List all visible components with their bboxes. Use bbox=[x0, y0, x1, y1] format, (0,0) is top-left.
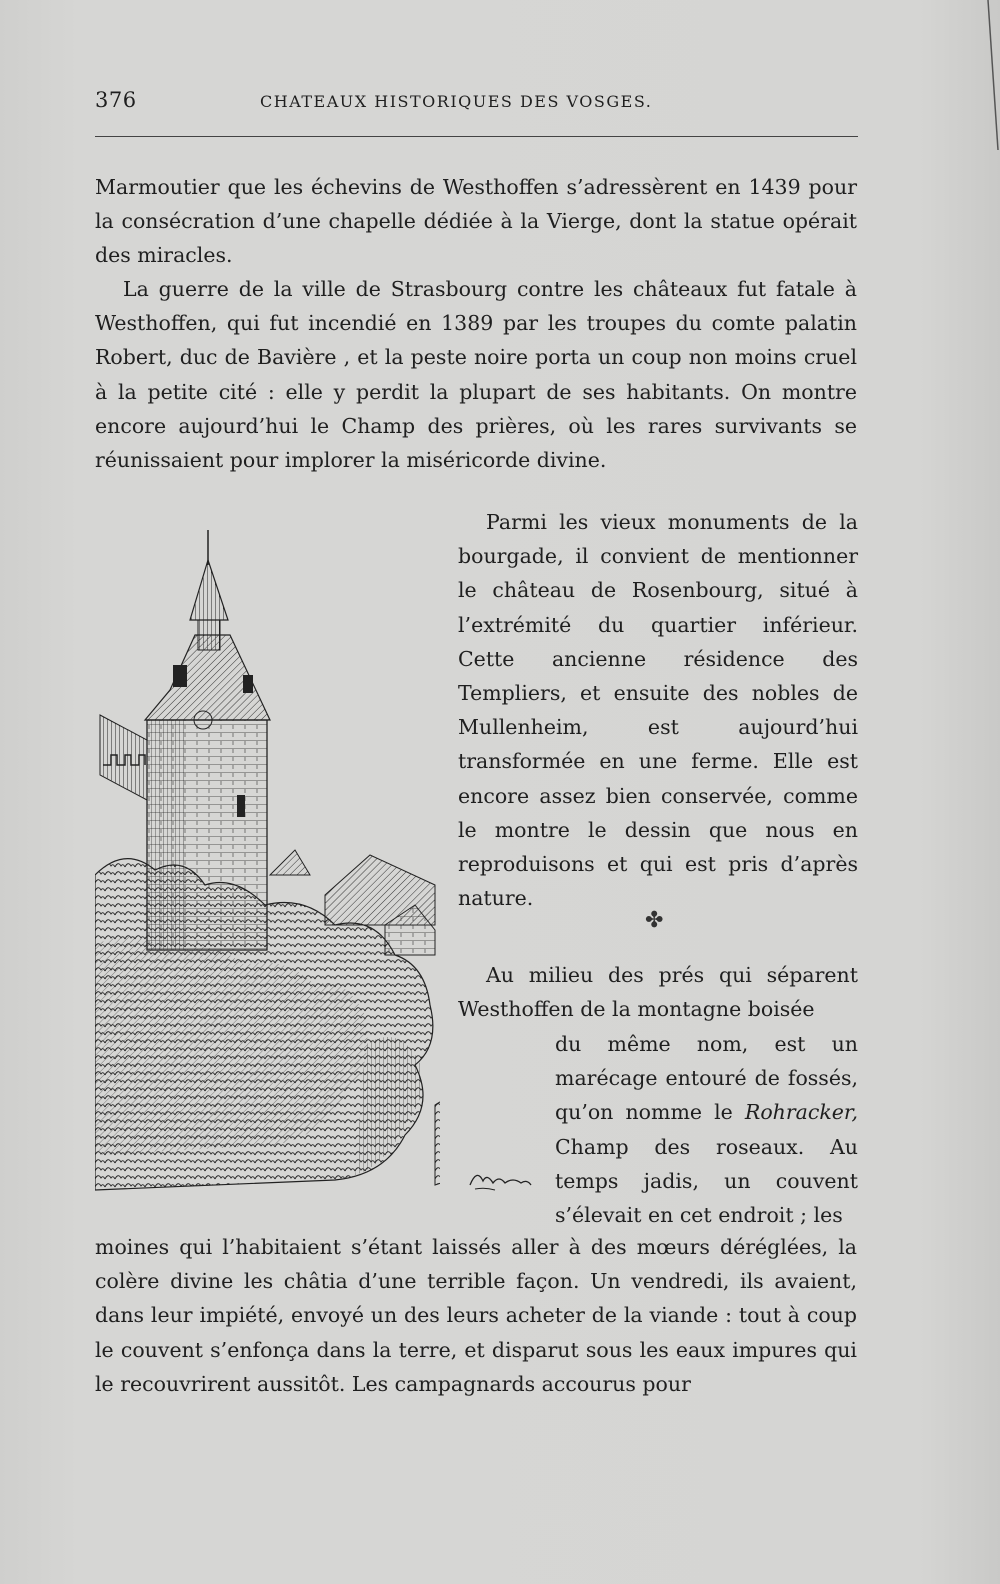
rohracker-italic: Rohracker, bbox=[744, 1100, 858, 1125]
page-number: 376 bbox=[95, 88, 137, 112]
fleuron-ornament: ✤ bbox=[645, 908, 664, 933]
castle-tower-engraving bbox=[95, 525, 440, 1195]
header-rule bbox=[95, 136, 858, 137]
paragraph-4-continuation: moines qui l’habitaient s’étant laissés aller à des mœurs déréglées, la colère divine les châtia d’une terrible façon. Un vendredi, ils avaient, dans leur impiété, envoyé un des leurs acheter de la viande : tout à coup le couvent s’enfonça dans la terre, et disparut sous les eaux impures qui le recouvrirent aussitôt. Les campagnards accourus pour bbox=[95, 1235, 857, 1396]
paragraph-3: Parmi les vieux monuments de la bourgade, il convient de mentionner le château de Rosenbourg, situé à l’extrémité du quartier inférieur. Cette ancienne résidence des Templiers, et ensuite des nobles de Mullenheim, est aujourd’hui transformée en une ferme. Elle est encore assez bien conservée, comme le montre le dessin que nous en reproduisons et qui est pris d’après nature. bbox=[458, 510, 858, 911]
running-head: CHATEAUX HISTORIQUES DES VOSGES. bbox=[260, 92, 653, 111]
paragraph-4-opening: Au milieu des prés qui séparent Westhoffen de la montagne boisée bbox=[458, 963, 858, 1022]
page-header bbox=[95, 88, 858, 128]
paragraph-4-wrap bbox=[555, 1027, 858, 1232]
page-edge-mark bbox=[960, 0, 1000, 160]
paragraph-4-wrap-text-end: Champ des roseaux. Au temps jadis, un couvent s’élevait en cet endroit ; les bbox=[555, 1134, 858, 1228]
paragraph-2: La guerre de la ville de Strasbourg contre les châteaux fut fatale à Westhoffen, qui fut incendié en 1389 par les troupes du comte palatin Robert, duc de Bavière , et la peste noire porta un coup non moins cruel à la petite cité : elle y perdit la plupart de ses habitants. On montre encore aujourd’hui le Champ des prières, où les rares survivants se réunissaient pour implorer la miséricorde divine. bbox=[95, 277, 857, 473]
paragraph-1: Marmoutier que les échevins de Westhoffen s’adressèrent en 1439 pour la consécration d’une chapelle dédiée à la Vierge, dont la statue opérait des miracles. bbox=[95, 175, 857, 268]
artist-signature bbox=[465, 1163, 535, 1193]
paragraph-4-wrap-text: du même nom, est un marécage entouré de fossés, qu’on nomme le bbox=[555, 1032, 858, 1125]
